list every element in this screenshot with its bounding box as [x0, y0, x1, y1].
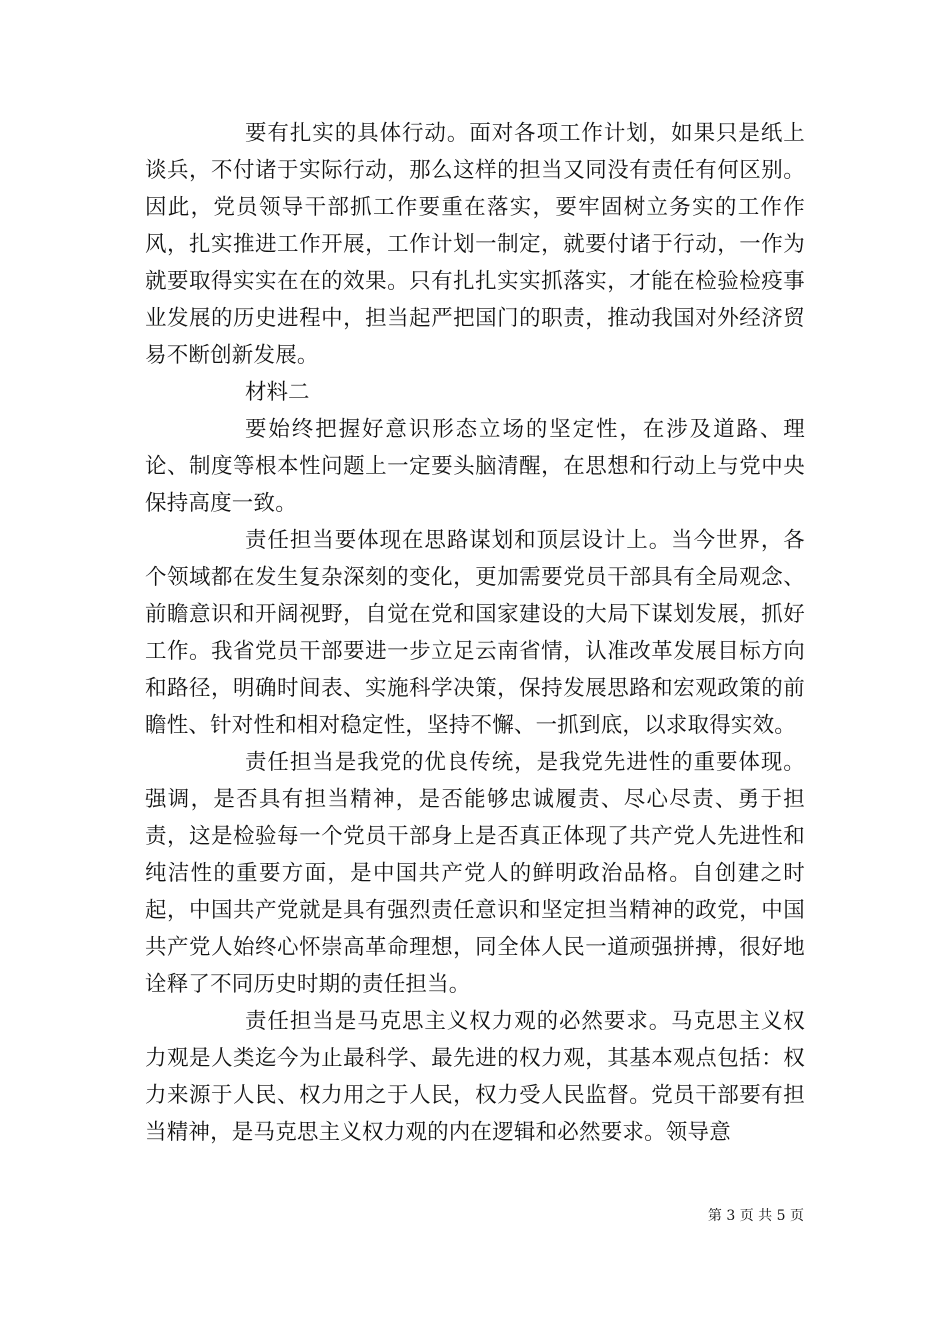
page-footer: 第 3 页 共 5 页: [707, 1208, 804, 1224]
paragraph-tradition: 责任担当是我党的优良传统，是我党先进性的重要体现。强调，是否具有担当精神，是否能够忠诚履责、尽心尽责、勇于担责，这是检验每一个党员干部身上是否真正体现了共产党人先进性和纯洁性的重要方面，是中国共产党人的鲜明政治品格。自创建之时起，中国共产党就是具有强烈责任意识和坚定担当精神的政党，中国共产党人始终心怀崇高革命理想，同全体人民一道顽强拼搏，很好地诠释了不同历史时期的责任担当。: [145, 750, 805, 997]
paragraph-power-view: 责任担当是马克思主义权力观的必然要求。马克思主义权力观是人类迄今为止最科学、最先进的权力观，其基本观点包括：权力来源于人民、权力用之于人民，权力受人民监督。党员干部要有担当精神，是马克思主义权力观的内在逻辑和必然要求。领导意: [145, 1009, 805, 1145]
paragraph-planning: 责任担当要体现在思路谋划和顶层设计上。当今世界，各个领域都在发生复杂深刻的变化，更加需要党员干部具有全局观念、前瞻意识和开阔视野，自觉在党和国家建设的大局下谋划发展，抓好工作。我省党员干部要进一步立足云南省情，认准改革发展目标方向和路径，明确时间表、实施科学决策，保持发展思路和宏观政策的前瞻性、针对性和相对稳定性，坚持不懈、一抓到底，以求取得实效。: [145, 528, 805, 738]
section-heading-material-two: 材料二: [245, 380, 310, 405]
paragraph-action: 要有扎实的具体行动。面对各项工作计划，如果只是纸上谈兵，不付诸于实际行动，那么这样的担当又同没有责任有何区别。因此，党员领导干部抓工作要重在落实，要牢固树立务实的工作作风，扎实推进工作开展，工作计划一制定，就要付诸于行动，一作为就要取得实实在在的效果。只有扎扎实实抓落实，才能在检验检疫事业发展的历史进程中，担当起严把国门的职责，推动我国对外经济贸易不断创新发展。: [145, 121, 805, 368]
document-body: [145, 115, 805, 1151]
paragraph-ideology: 要始终把握好意识形态立场的坚定性，在涉及道路、理论、制度等根本性问题上一定要头脑清醒，在思想和行动上与党中央保持高度一致。: [145, 417, 805, 516]
